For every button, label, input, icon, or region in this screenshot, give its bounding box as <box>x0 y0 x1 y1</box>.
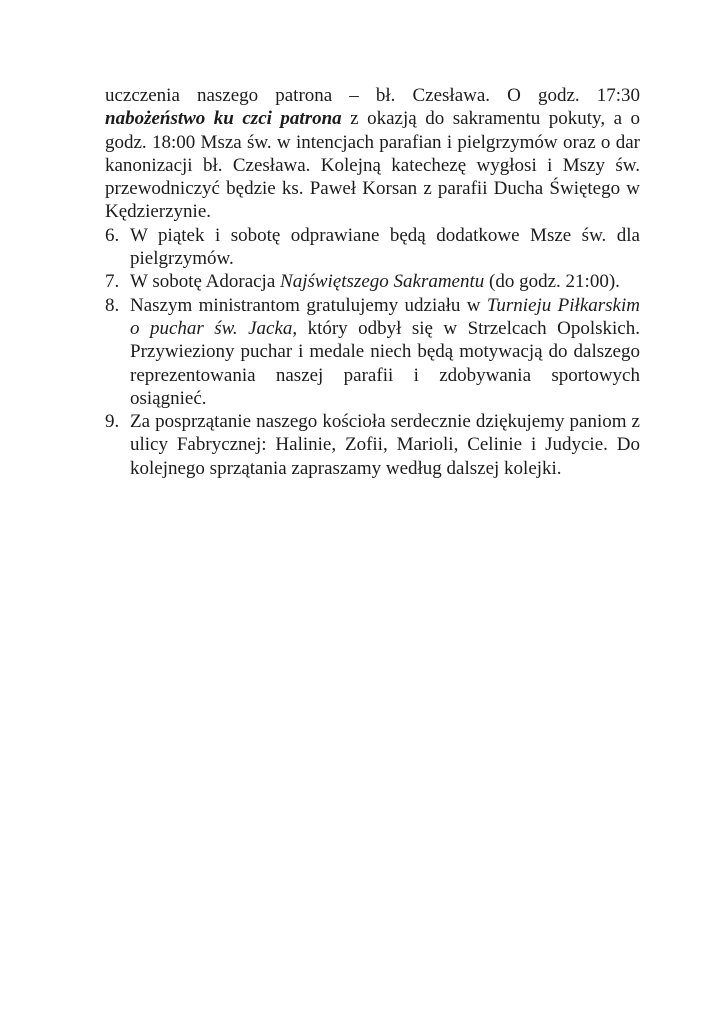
list-number: 9. <box>105 411 120 433</box>
list-item-text <box>130 270 640 293</box>
text-segment: W piątek i sobotę odprawiane będą dodatkowe Msze św. dla pielgrzymów. <box>130 224 640 270</box>
text-segment: (do godz. 21:00). <box>484 271 620 293</box>
list-number: 8. <box>105 294 120 316</box>
list-item-9 <box>105 410 640 480</box>
list-number: 7. <box>105 271 120 293</box>
text-segment: z okazją do sakramentu pokuty, a o godz. 18:00 Msza św. w intencjach parafian i pielgrzymów oraz o dar kanonizacji bł. Czesława. Kolejną katechezę wygłosi i Mszy św. przewodniczyć będzie ks. Paweł Korsan z parafii Ducha Świętego w Kędzierzynie. <box>105 108 641 223</box>
list-item-7 <box>105 270 640 293</box>
text-segment: , który odbył się w Strzelcach Opolskich. Przywieziony puchar i medale niech będą motywacją do dalszego reprezentowania naszej parafii i zdobywania sportowych osiągnieć. <box>130 317 640 409</box>
text-segment: uczczenia naszego patrona – bł. Czesława. O godz. 17:30 <box>105 85 640 106</box>
text-segment: Naszym ministrantom gratulujemy udziału w <box>130 294 487 316</box>
list-item-text <box>130 410 640 480</box>
text-segment: Za posprzątanie naszego kościoła serdecznie dziękujemy paniom z ulicy Fabrycznej: Halinie, Zofii, Marioli, Celinie i Judycie. Do kolejnego sprzątania zapraszamy według dalszej kolejki. <box>130 411 640 479</box>
list-number: 6. <box>105 224 120 246</box>
list-item-8 <box>105 294 640 410</box>
text-segment: Turnieju Piłkarskim o puchar św. Jacka <box>130 294 640 339</box>
list-item-6 <box>105 224 640 271</box>
text-block <box>105 84 640 480</box>
paragraph-continuation <box>105 84 640 224</box>
text-segment: Najświętszego Sakramentu <box>280 271 485 293</box>
text-segment: nabożeństwo ku czci patrona <box>105 108 342 130</box>
text-segment: W sobotę Adoracja <box>130 271 281 293</box>
list-item-text <box>130 294 640 410</box>
list-item-text <box>130 224 640 271</box>
